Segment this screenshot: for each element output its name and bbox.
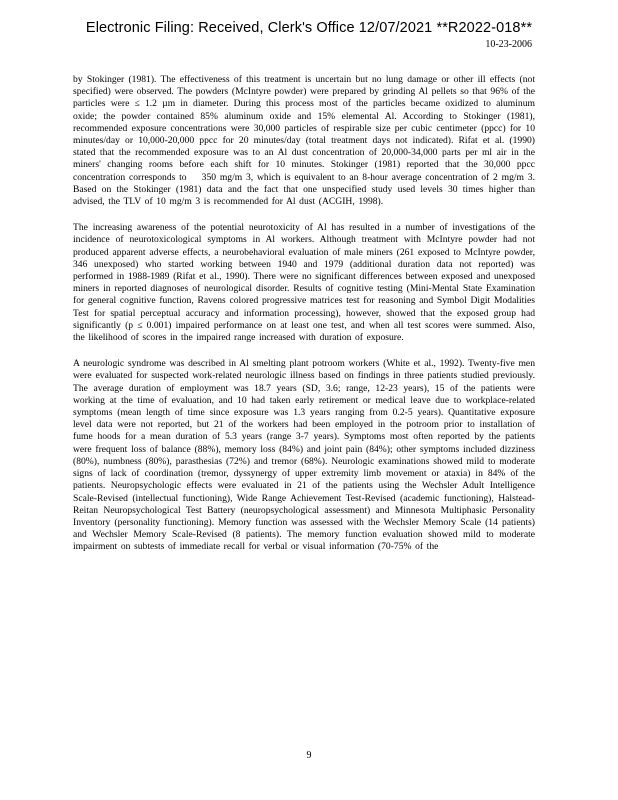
paragraph-neurologic-syndrome: A neurologic syndrome was described in Al smelting plant potroom workers (White et al., 1992). Twenty-five men were evaluated for suspected work-related neurologic illness based on findings in three patients studied previously. The average duration of employment was 18.7 years (SD, 3.6; range, 12-23 years), 15 of the patients were working at the time of evaluation, and 10 had taken early retirement or medical leave due to workplace-related symptoms (mean length of time since exposure was 1.3 years ranging from 0.2-5 years). Quantitative exposure level data were not reported, but 21 of the workers had been employed in the potroom prior to installation of fume hoods for a mean duration of 5.3 years (range 3-7 years). Symptoms most often reported by the patients were frequent loss of balance (88%), memory loss (84%) and joint pain (84%); other symptoms included dizziness (80%), numbness (80%), parasthesias (72%) and tremor (68%). Neurologic examinations showed mild to moderate signs of lack of coordination (tremor, dyssynergy of upper extremity limb movement or ataxia) in 84% of the patients. Neuropsychologic effects were evaluated in 21 of the patients using the Wechsler Adult Intelligence Scale-Revised (intellectual functioning), Wide Range Achievement Test-Revised (academic functioning), Halstead-Reitan Neuropsychological Test Battery (neuropsychological assessment) and Minnesota Multiphasic Personality Inventory (personality functioning). Memory function was assessed with the Wechsler Memory Scale (14 patients) and Wechsler Memory Scale-Revised (8 patients). The memory function evaluation showed mild to moderate impairment on subtests of immediate recall for verbal or visual information (70-75% of the <box>73 358 535 553</box>
paragraph-mcintyre-powder: by Stokinger (1981). The effectiveness of this treatment is uncertain but no lung damage or other ill effects (not specified) were observed. The powders (McIntyre powder) were prepared by grinding Al pellets so that 96% of the particles were ≤ 1.2 µm in diameter. During this process most of the particles became oxidized to aluminum oxide; the powder contained 85% aluminum oxide and 15% elemental Al. According to Stokinger (1981), recommended exposure concentrations were 30,000 particles of respirable size per cubic centimeter (ppcc) for 10 minutes/day or 10,000-20,000 ppcc for 20 minutes/day (total treatment days not indicated). Rifat et al. (1990) stated that the recommended exposure was to an Al dust concentration of 20,000-34,000 parts per ml air in the miners' changing rooms before each shift for 10 minutes. Stokinger (1981) reported that the 30,000 ppcc concentration corresponds to   350 mg/m 3, which is equivalent to an 8-hour average concentration of 2 mg/m 3. Based on the Stokinger (1981) data and the fact that one unspecified study used levels 30 times higher than advised, the TLV of 10 mg/m 3 is recommended for Al dust (ACGIH, 1998). <box>73 74 535 208</box>
document-date: 10-23-2006 <box>485 39 532 50</box>
page-number: 9 <box>306 750 312 761</box>
document-body <box>73 74 535 554</box>
paragraph-neurotoxicity-miners: The increasing awareness of the potential neurotoxicity of Al has resulted in a number of investigations of the incidence of neurotoxicological symptoms in Al workers. Although treatment with McIntyre powder had not produced apparent adverse effects, a neurobehavioral evaluation of male miners (261 exposed to McIntyre powder, 346 unexposed) who started working between 1940 and 1979 (additional duration data not reported) was performed in 1988-1989 (Rifat et al., 1990). There were no significant differences between exposed and unexposed miners in reported diagnoses of neurological disorder. Results of cognitive testing (Mini-Mental State Examination for general cognitive function, Ravens colored progressive matrices test for reasoning and Symbol Digit Modalities Test for spatial perceptual accuracy and information processing), however, showed that the exposed group had significantly (p ≤ 0.001) impaired performance on at least one test, and when all test scores were summed. Also, the likelihood of scores in the impaired range increased with duration of exposure. <box>73 222 535 344</box>
filing-header: Electronic Filing: Received, Clerk's Office 12/07/2021 **R2022-018** <box>85 20 533 36</box>
